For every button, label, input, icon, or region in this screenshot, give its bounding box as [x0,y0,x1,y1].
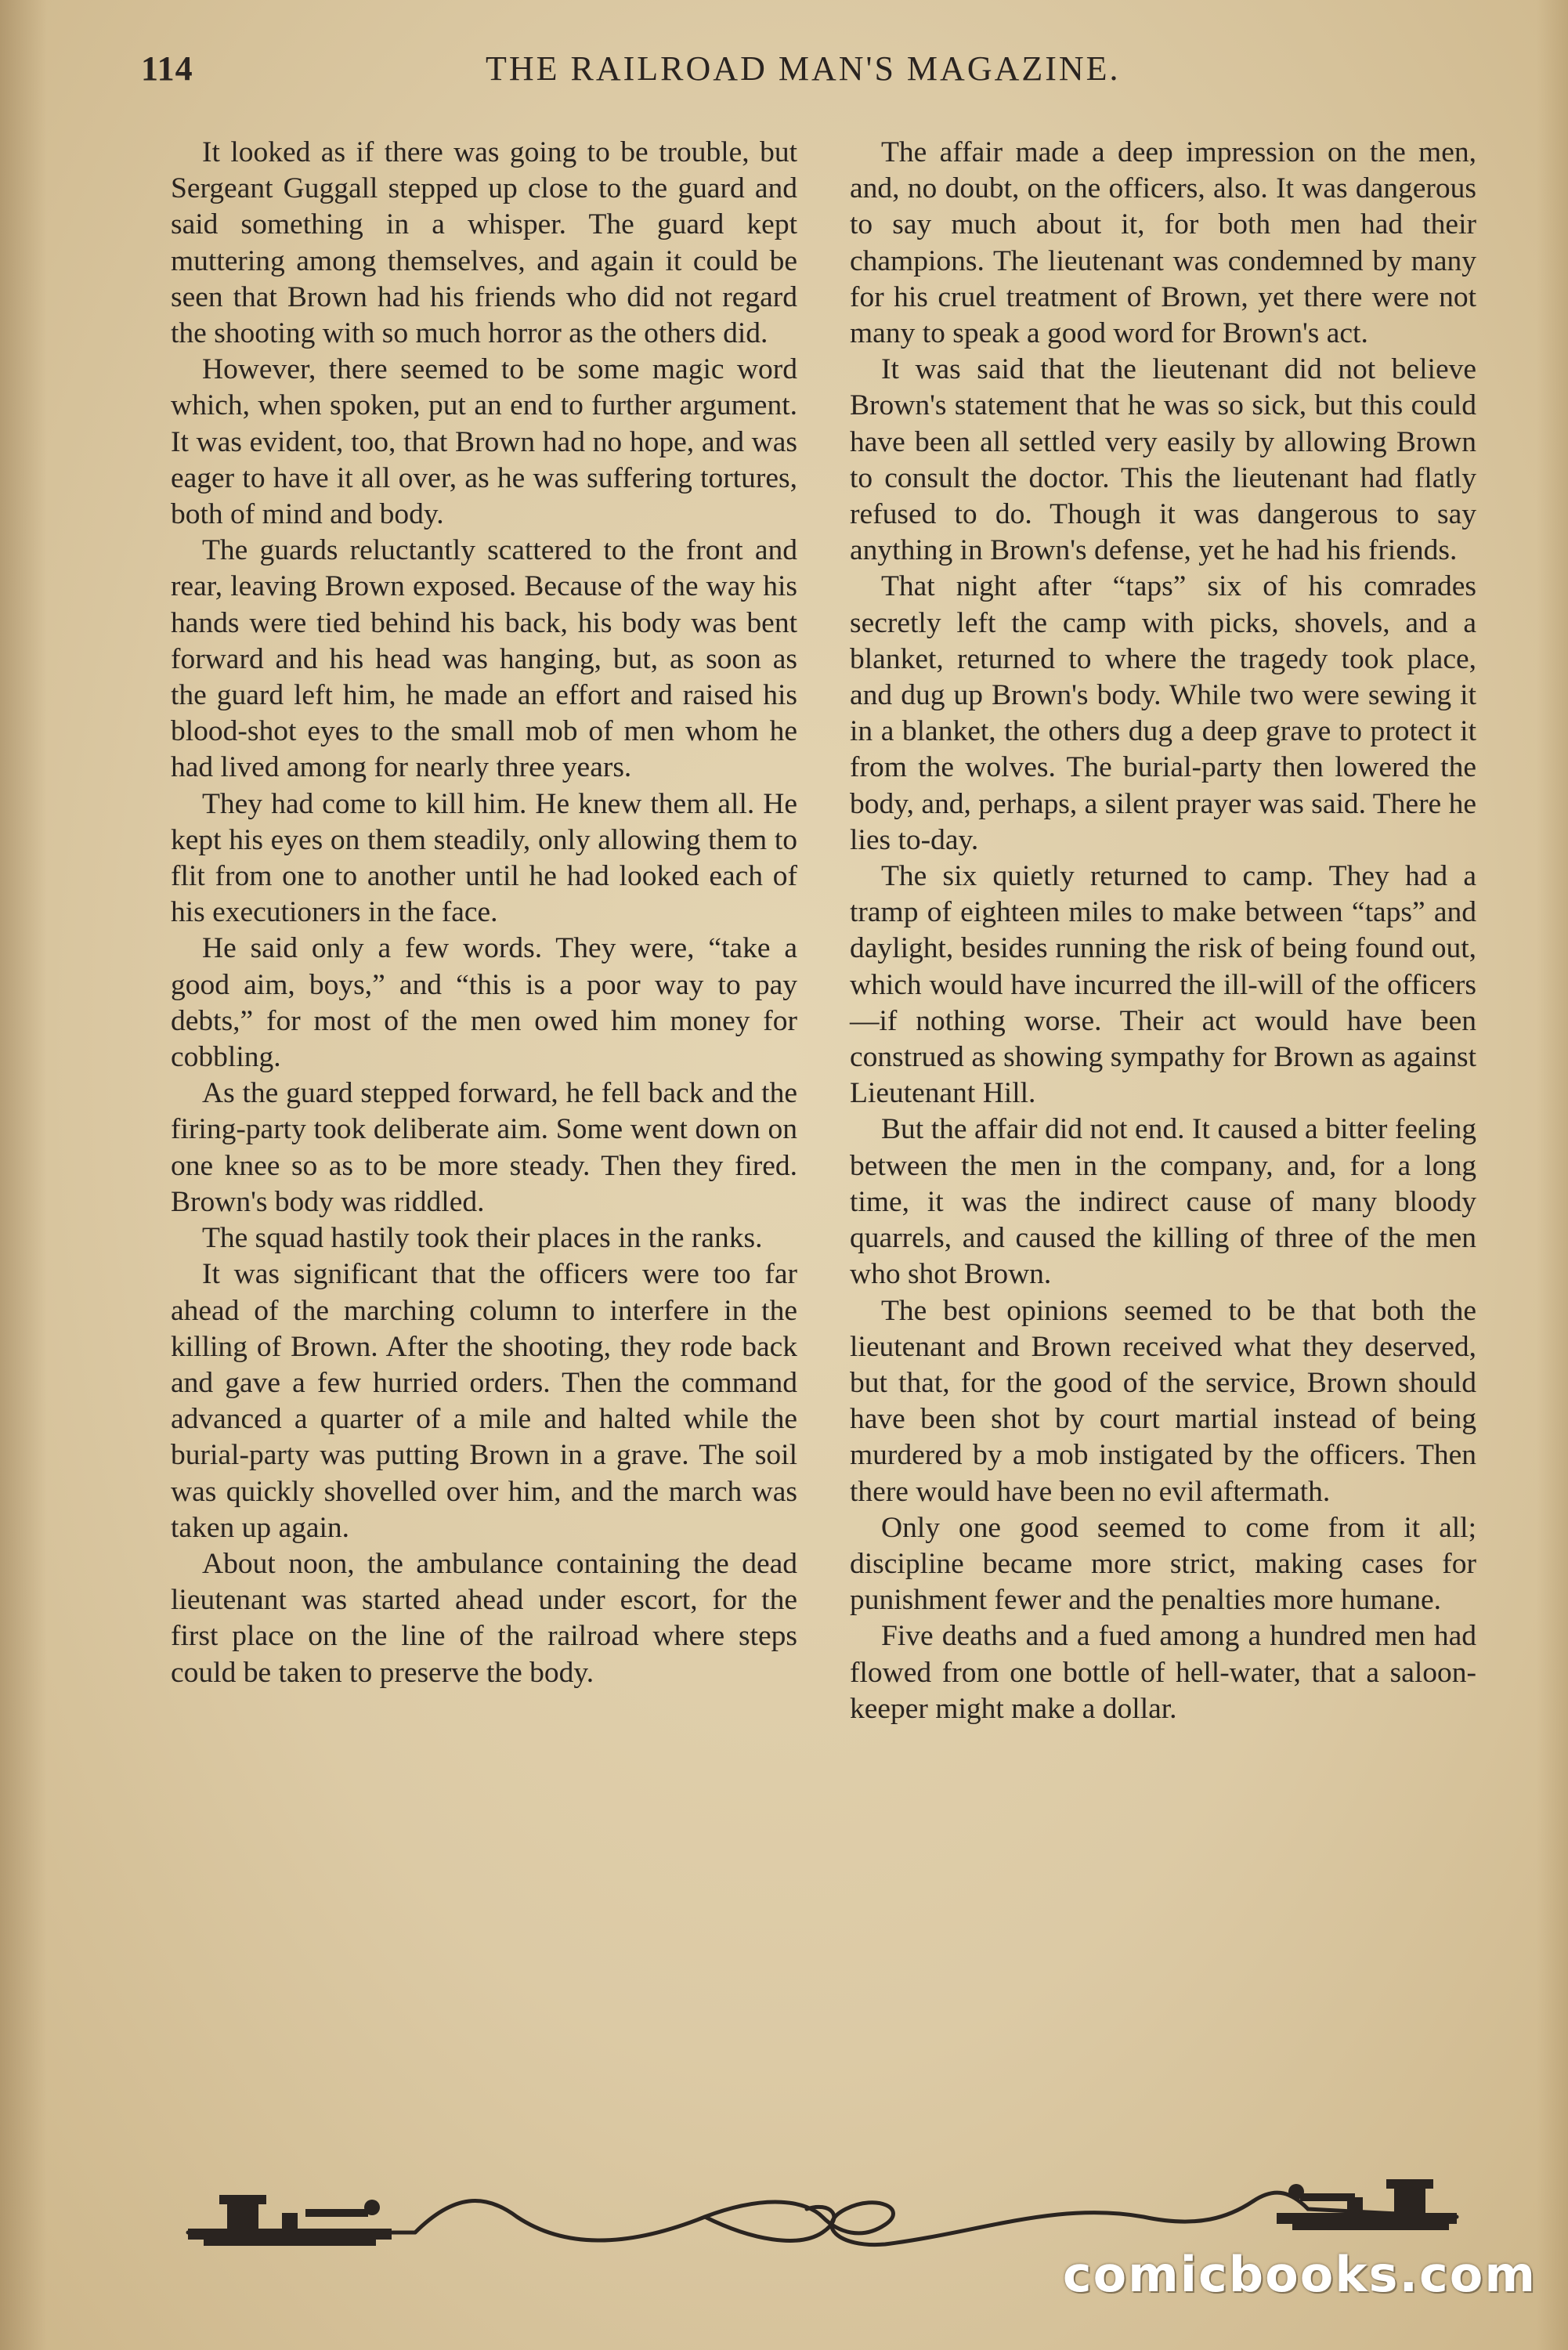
paragraph: The six quietly returned to camp. They had a tramp of eighteen miles to make between “taps” and daylight, besides running the risk of being found out, which would have incurred the ill-will of the officers—if nothing worse. Their act would have been construed as showing sympathy for Brown as against Lieutenant Hill. [850,860,1476,1110]
paragraph: He said only a few words. They were, “take a good aim, boys,” and “this is a poor way to pay debts,” for most of the men owed him money for cobbling. [171,932,797,1074]
right-column [850,135,1476,1727]
paragraph: It was significant that the officers were too far ahead of the marching column to interfere in the killing of Brown. After the shooting, they rode back and gave a few hurried orders. Then the command advanced a quarter of a mile and halted while the burial-party was putting Brown in a grave. The soil was quickly shovelled over him, and the march was taken up again. [171,1258,797,1544]
paragraph: It looked as if there was going to be trouble, but Sergeant Guggall stepped up close to the guard and said something in a whisper. The guard kept muttering among themselves, and again it could be seen that Brown had his friends who did not regard the shooting with so much horror as the others did. [171,136,797,350]
paragraph: That night after “taps” six of his comrades secretly left the camp with picks, shovels, and a blanket, returned to where the tragedy took place, and dug up Brown's body. While two were sewing it in a blanket, the others dug a deep grave to protect it from the wolves. The burial-party then lowered the body, and, perhaps, a silent prayer was said. There he lies to-day. [850,570,1476,856]
page-number: 114 [141,49,193,88]
paragraph: The best opinions seemed to be that both the lieutenant and Brown received what they deserved, but that, for the good of the service, Brown should have been shot by court martial instead of being murdered by a mob instigated by the officers. Then there would have been no evil aftermath. [850,1294,1476,1508]
paragraph: However, there seemed to be some magic word which, when spoken, put an end to further argument. It was evident, too, that Brown had no hope, and was eager to have it all over, as he was suffering tortures, both of mind and body. [171,353,797,531]
paragraph: But the affair did not end. It caused a bitter feeling between the men in the company, and, for a long time, it was the indirect cause of many bloody quarrels, and caused the killing of three of the men who shot Brown. [850,1113,1476,1291]
paragraph: They had come to kill him. He knew them all. He kept his eyes on them steadily, only allowing them to flit from one to another until he had looked each of his executioners in the face. [171,787,797,929]
watermark: comicbooks.com [1062,2246,1537,2303]
left-column [171,135,797,1691]
paragraph: Five deaths and a fued among a hundred men had flowed from one bottle of hell-water, that a saloon-keeper might make a dollar. [850,1620,1476,1725]
page-header [141,49,1427,103]
paragraph: Only one good seemed to come from it all; discipline became more strict, making cases for punishment fewer and the penalties more humane. [850,1511,1476,1617]
paragraph: It was said that the lieutenant did not believe Brown's statement that he was so sick, but this could have been all settled very easily by allowing Brown to consult the doctor. This the lieutenant had flatly refused to do. Though it was dangerous to say anything in Brown's defense, yet he had his friends. [850,353,1476,567]
paragraph: About noon, the ambulance containing the dead lieutenant was started ahead under escort, for the first place on the line of the railroad where steps could be taken to preserve the body. [171,1547,797,1689]
running-title: THE RAILROAD MAN'S MAGAZINE. [486,49,1121,88]
paragraph: The guards reluctantly scattered to the front and rear, leaving Brown exposed. Because of the way his hands were tied behind his back, his body was bent forward and his head was hanging, but, as soon as the guard left him, he made an effort and raised his blood-shot eyes to the small mob of men whom he had lived among for nearly three years. [171,534,797,784]
paragraph: The squad hastily took their places in the ranks. [202,1222,763,1255]
paragraph: As the guard stepped forward, he fell back and the firing-party took deliberate aim. Some went down on one knee so as to be more steady. Then they fired. Brown's body was riddled. [171,1077,797,1218]
paragraph: The affair made a deep impression on the men, and, no doubt, on the officers, also. It was dangerous to say much about it, for both men had their champions. The lieutenant was condemned by many for his cruel treatment of Brown, yet there were not many to speak a good word for Brown's act. [850,136,1476,350]
